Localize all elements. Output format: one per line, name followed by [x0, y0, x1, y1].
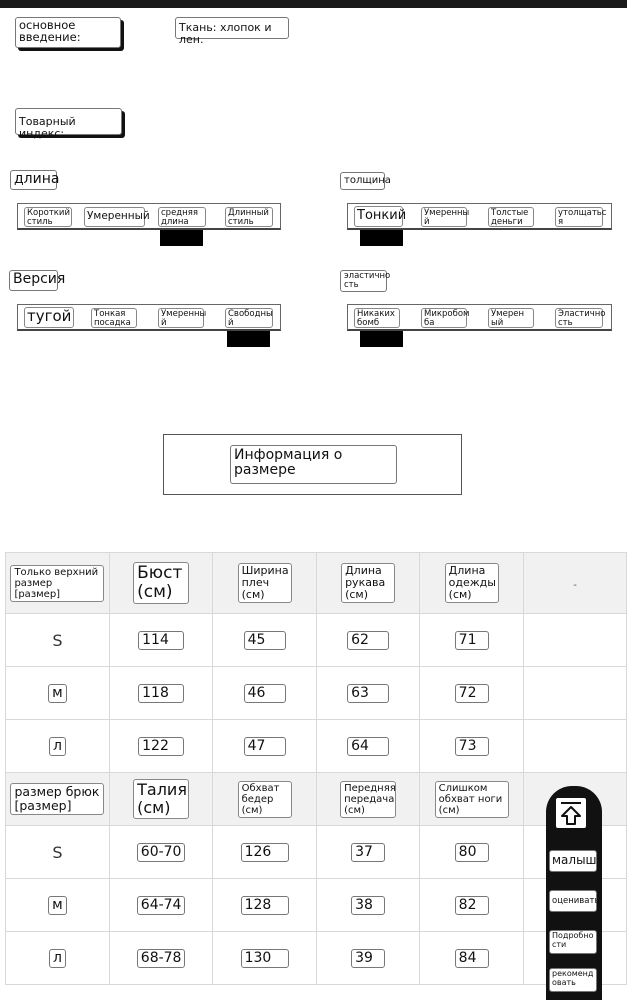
table-cell [213, 932, 316, 985]
pants-header-cell [420, 773, 524, 826]
elasticity-option-elastic[interactable]: Эластично сть [555, 308, 603, 328]
bust-value: 114 [138, 631, 184, 649]
hip-value: 126 [241, 843, 289, 861]
bust-value: 118 [138, 684, 184, 702]
top-header-garment-length: Длина одежды (см) [445, 563, 499, 603]
table-cell [6, 932, 110, 985]
thickness-title: толщина [340, 172, 385, 190]
table-cell [213, 667, 316, 720]
version-option-slim[interactable]: Тонкая посадка [91, 308, 137, 328]
table-row [6, 879, 627, 932]
pants-header-cell [109, 773, 212, 826]
table-cell [109, 667, 212, 720]
shoulder-value: 47 [244, 737, 286, 755]
elasticity-option-micro[interactable]: Микробом ба [421, 308, 467, 328]
table-cell [524, 720, 627, 773]
table-cell [6, 614, 110, 667]
front-rise-value: 38 [351, 896, 385, 914]
top-header-cell [109, 553, 212, 614]
version-title: Версия [9, 270, 58, 291]
table-cell [109, 879, 212, 932]
top-header-cell [213, 553, 316, 614]
version-option-loose[interactable]: Свободны й [225, 308, 273, 328]
fabric-label: Ткань: хлопок и лен. [175, 17, 289, 39]
details-button[interactable]: Подробно сти [549, 930, 597, 954]
front-rise-value: 37 [351, 843, 385, 861]
table-cell [316, 879, 419, 932]
elasticity-option-none[interactable]: Никаких бомб [354, 308, 400, 328]
thickness-option-thin[interactable]: Тонкий [354, 206, 403, 227]
table-row [6, 932, 627, 985]
top-header-cell [6, 553, 110, 614]
waist-value: 68-78 [137, 949, 186, 967]
size-value: S [52, 842, 63, 862]
length-options [17, 203, 281, 230]
version-option-moderate[interactable]: Умеренны й [158, 308, 204, 328]
table-cell [420, 826, 524, 879]
table-cell [420, 720, 524, 773]
size-value: л [49, 949, 66, 967]
size-value: м [48, 684, 67, 702]
length-title: длина [10, 170, 57, 190]
table-cell [6, 667, 110, 720]
pants-header-leg: Слишком обхват ноги (см) [435, 781, 509, 818]
size-value: л [49, 737, 66, 755]
top-header-cell [316, 553, 419, 614]
sleeve-value: 64 [347, 737, 389, 755]
table-cell [316, 667, 419, 720]
sleeve-value: 63 [347, 684, 389, 702]
table-cell [109, 826, 212, 879]
length-option-short[interactable]: Короткий стиль [24, 207, 72, 227]
table-cell [213, 879, 316, 932]
leg-value: 80 [455, 843, 489, 861]
waist-value: 64-74 [137, 896, 186, 914]
table-cell [6, 720, 110, 773]
table-cell [213, 826, 316, 879]
pants-header-hip: Обхват бедер (см) [238, 781, 292, 818]
elasticity-option-moderate[interactable]: Умерен ый [488, 308, 534, 328]
table-cell [6, 826, 110, 879]
length-value: 72 [455, 684, 489, 702]
table-cell [316, 720, 419, 773]
arrow-up-icon[interactable] [556, 798, 586, 828]
table-cell [213, 720, 316, 773]
thickness-options [347, 203, 612, 230]
table-row [6, 667, 627, 720]
thickness-option-moderate[interactable]: Умеренны й [421, 207, 467, 227]
product-index-label: Товарный индекс: [15, 108, 122, 135]
table-cell [420, 932, 524, 985]
hip-value: 130 [241, 949, 289, 967]
top-header-dash: - [573, 580, 577, 591]
pants-header-waist: Талия (см) [133, 779, 189, 818]
version-options [17, 304, 281, 331]
top-header-cell [524, 553, 627, 614]
size-value: S [52, 630, 63, 650]
table-row [6, 614, 627, 667]
kid-button[interactable]: малыш [549, 850, 597, 872]
length-value: 73 [455, 737, 489, 755]
table-cell [109, 720, 212, 773]
length-selected-indicator [160, 230, 203, 246]
shoulder-value: 45 [244, 631, 286, 649]
elasticity-options [347, 304, 612, 331]
top-table-header-row [6, 553, 627, 614]
table-cell [6, 879, 110, 932]
pants-table-header-row [6, 773, 627, 826]
leg-value: 84 [455, 949, 489, 967]
table-cell [420, 614, 524, 667]
length-option-medium[interactable]: средняя длина [158, 207, 206, 227]
bust-value: 122 [138, 737, 184, 755]
top-header-sleeve: Длина рукава (см) [341, 563, 395, 603]
table-cell [316, 614, 419, 667]
pants-header-cell [213, 773, 316, 826]
elasticity-title: эластично сть [340, 270, 387, 292]
front-rise-value: 39 [351, 949, 385, 967]
thickness-option-thickened[interactable]: утолщатьс я [555, 207, 603, 227]
size-info-title: Информация о размере [230, 445, 397, 484]
pants-header-size: размер брюк [размер] [10, 783, 104, 815]
length-option-moderate[interactable]: Умеренный [84, 207, 145, 227]
recommend-button[interactable]: рекоменд овать [549, 968, 597, 992]
rate-button[interactable]: оценивать [549, 890, 597, 912]
table-row [6, 826, 627, 879]
hip-value: 128 [241, 896, 289, 914]
table-cell [109, 614, 212, 667]
leg-value: 82 [455, 896, 489, 914]
version-option-tight[interactable]: тугой [24, 307, 74, 328]
table-cell [524, 614, 627, 667]
thickness-option-thick[interactable]: Толстые деньги [488, 207, 534, 227]
length-option-long[interactable]: Длинный стиль [225, 207, 273, 227]
top-header-size: Только верхний размер [размер] [10, 565, 104, 602]
length-value: 71 [455, 631, 489, 649]
table-cell [316, 932, 419, 985]
table-cell [420, 879, 524, 932]
size-info-box [163, 434, 462, 495]
table-cell [213, 614, 316, 667]
size-value: м [48, 896, 67, 914]
top-header-bust: Бюст (см) [133, 562, 189, 603]
pants-header-cell [316, 773, 419, 826]
sleeve-value: 62 [347, 631, 389, 649]
table-cell [109, 932, 212, 985]
version-selected-indicator [227, 331, 270, 347]
shoulder-value: 46 [244, 684, 286, 702]
elasticity-selected-indicator [360, 331, 403, 347]
waist-value: 60-70 [137, 843, 186, 861]
pants-header-cell [6, 773, 110, 826]
table-row [6, 720, 627, 773]
pants-header-front-rise: Передняя передача (см) [340, 781, 396, 818]
table-cell [316, 826, 419, 879]
top-header-cell [420, 553, 524, 614]
size-table [5, 552, 627, 985]
top-header-shoulder: Ширина плеч (см) [238, 563, 292, 603]
top-status-bar [0, 0, 627, 8]
basic-intro-label: основное введение: [15, 17, 121, 48]
floating-action-panel [546, 786, 602, 1000]
table-cell [524, 667, 627, 720]
table-cell [420, 667, 524, 720]
thickness-selected-indicator [360, 230, 403, 246]
